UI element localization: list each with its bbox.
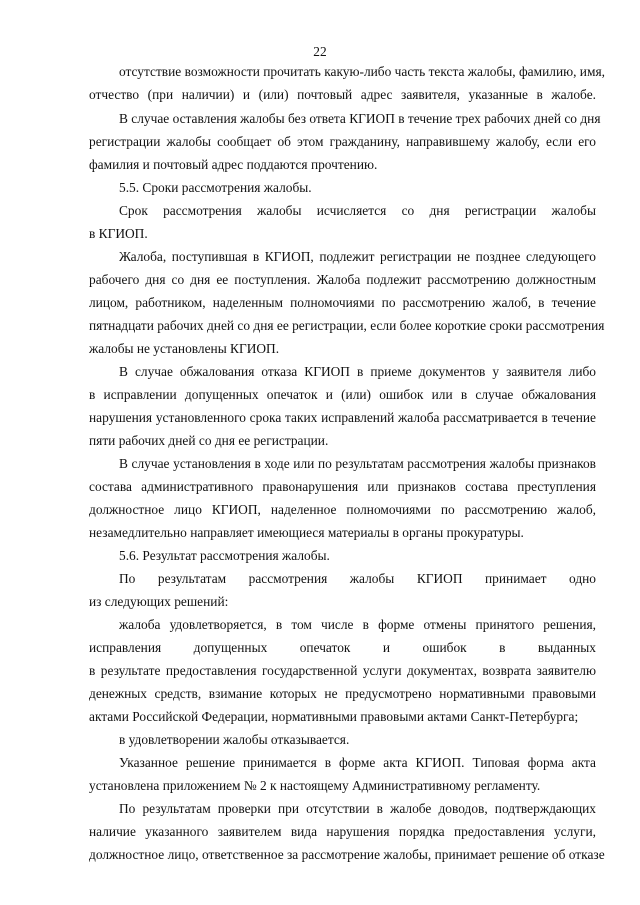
text-line: в результате предоставления государственной услуги документах, возврата заявителю [89, 663, 596, 678]
text-line: По результатам проверки при отсутствии в жалобе доводов, подтверждающих [119, 801, 596, 816]
text-line: установлена приложением № 2 к настоящему Административному регламенту. [89, 778, 541, 793]
text-line: В случае оставления жалобы без ответа КГИОП в течение трех рабочих дней со дня [119, 111, 601, 126]
text-line: отчество (при наличии) и (или) почтовый адрес заявителя, указанные в жалобе. [89, 87, 596, 102]
text-line: Указанное решение принимается в форме акта КГИОП. Типовая форма акта [119, 755, 596, 770]
text-line: жалоба удовлетворяется, в том числе в форме отмены принятого решения, [119, 617, 596, 632]
section-heading: 5.6. Результат рассмотрения жалобы. [119, 548, 330, 563]
text-line: в КГИОП. [89, 226, 148, 241]
text-line: Срок рассмотрения жалобы исчисляется со дня регистрации жалобы [119, 203, 596, 218]
text-line: рабочего дня со дня ее поступления. Жалоба подлежит рассмотрению должностным [89, 272, 596, 287]
text-line: В случае установления в ходе или по результатам рассмотрения жалобы признаков [119, 456, 596, 471]
text-line: денежных средств, взимание которых не предусмотрено нормативными правовыми [89, 686, 596, 701]
text-line: из следующих решений: [89, 594, 229, 609]
text-line: В случае обжалования отказа КГИОП в приеме документов у заявителя либо [119, 364, 596, 379]
text-line: в исправлении допущенных опечаток и (или) ошибок или в случае обжалования [89, 387, 596, 402]
text-line: пятнадцати рабочих дней со дня ее регистрации, если более короткие сроки рассмотрения [89, 318, 605, 333]
text-line: должностное лицо КГИОП, наделенное полномочиями по рассмотрению жалоб, [89, 502, 596, 517]
text-line: лицом, работником, наделенным полномочиями по рассмотрению жалоб, в течение [89, 295, 596, 310]
text-line: наличие указанного заявителем вида нарушения порядка предоставления услуги, [89, 824, 596, 839]
text-line: регистрации жалобы сообщает об этом гражданину, направившему жалобу, если его [89, 134, 596, 149]
text-line: жалобы не установлены КГИОП. [89, 341, 280, 356]
text-line: незамедлительно направляет имеющиеся материалы в органы прокуратуры. [89, 525, 524, 540]
text-line: актами Российской Федерации, нормативными правовыми актами Санкт-Петербурга; [89, 709, 579, 724]
text-line: отсутствие возможности прочитать какую-либо часть текста жалобы, фамилию, имя, [119, 64, 605, 79]
text-line: состава административного правонарушения или признаков состава преступления [89, 479, 596, 494]
text-line: фамилия и почтовый адрес поддаются прочтению. [89, 157, 378, 172]
text-line: в удовлетворении жалобы отказывается. [119, 732, 350, 747]
text-line: нарушения установленного срока таких исправлений жалоба рассматривается в течение [89, 410, 596, 425]
page-number: 22 [313, 44, 327, 59]
text-line: Жалоба, поступившая в КГИОП, подлежит регистрации не позднее следующего [119, 249, 596, 264]
section-heading: 5.5. Сроки рассмотрения жалобы. [119, 180, 312, 195]
text-line: должностное лицо, ответственное за рассмотрение жалобы, принимает решение об отказе [89, 847, 605, 862]
text-line: пяти рабочих дней со дня ее регистрации. [89, 433, 329, 448]
text-line: По результатам рассмотрения жалобы КГИОП принимает одно [119, 571, 596, 586]
text-line: исправления допущенных опечаток и ошибок в выданных [89, 640, 596, 655]
